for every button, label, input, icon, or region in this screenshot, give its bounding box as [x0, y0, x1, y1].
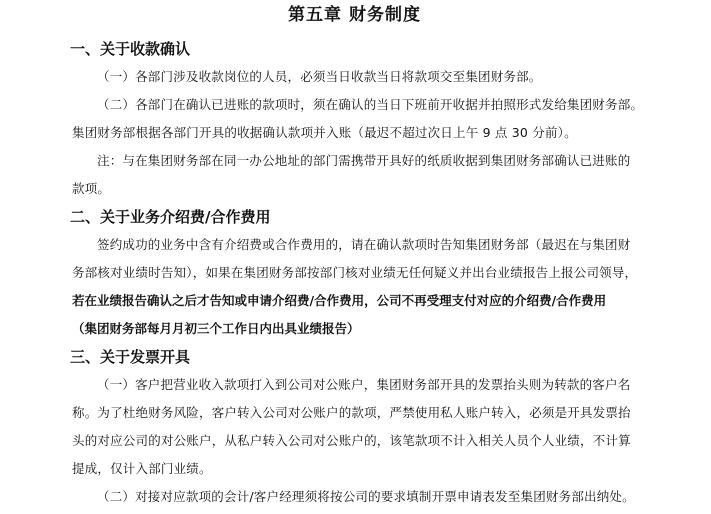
paragraph: 集团财务部根据各部门开具的收据确认款项并入账（最迟不超过次日上午 9 点 30 分前）。: [72, 125, 577, 140]
section-heading: 二、关于业务介绍费/合作费用: [70, 208, 271, 226]
paragraph: （一）客户把营业收入款项打入到公司对公账户，集团财务部开具的发票抬头则为转款的客户名: [97, 377, 631, 392]
note-paragraph: 注：与在集团财务部在同一办公地址的部门需携带开具好的纸质收据到集团财务部确认已进账的: [97, 153, 631, 168]
paragraph: 务部核对业绩时告知），如果在集团财务部按部门核对业绩无任何疑义并出台业绩报告上报公司领导，: [72, 265, 638, 280]
bold-notice: （集团财务部每月月初三个工作日内出具业绩报告）: [72, 321, 360, 336]
document-page: [0, 5, 711, 514]
paragraph: 提成，仅计入部门业绩。: [72, 461, 212, 476]
bold-notice: 若在业绩报告确认之后才告知或申请介绍费/合作费用，公司不再受理支付对应的介绍费/合作费用: [72, 293, 607, 308]
paragraph: 称。为了杜绝财务风险，客户转入公司对公账户的款项，严禁使用私人账户转入，必须是开具发票抬: [72, 405, 631, 420]
paragraph: （二）对接对应款项的会计/客户经理须将按公司的要求填制开票申请表发至集团财务部出纳处。: [97, 489, 635, 504]
chapter-title: 第五章 财务制度: [288, 5, 421, 25]
paragraph: （一）各部门涉及收款岗位的人员，必须当日收款当日将款项交至集团财务部。: [97, 69, 542, 84]
section-heading: 三、关于发票开具: [70, 348, 191, 366]
section-heading: 一、关于收款确认: [70, 40, 191, 58]
section-invoice-issuing: [72, 343, 677, 511]
note-paragraph-continued: 款项。: [72, 181, 111, 196]
paragraph: （二）各部门在确认已进账的款项时，须在确认的当日下班前开收据并拍照形式发给集团财务部。: [97, 97, 644, 112]
section-referral-fees: [72, 203, 677, 343]
paragraph: 签约成功的业务中含有介绍费或合作费用的，请在确认款项时告知集团财务部（最迟在与集团财: [97, 237, 631, 252]
section-receipt-confirmation: [72, 35, 677, 203]
paragraph: 头的对应公司的对公账户，从私户转入公司对公账户的，该笔款项不计入相关人员个人业绩，不计算: [72, 433, 631, 448]
